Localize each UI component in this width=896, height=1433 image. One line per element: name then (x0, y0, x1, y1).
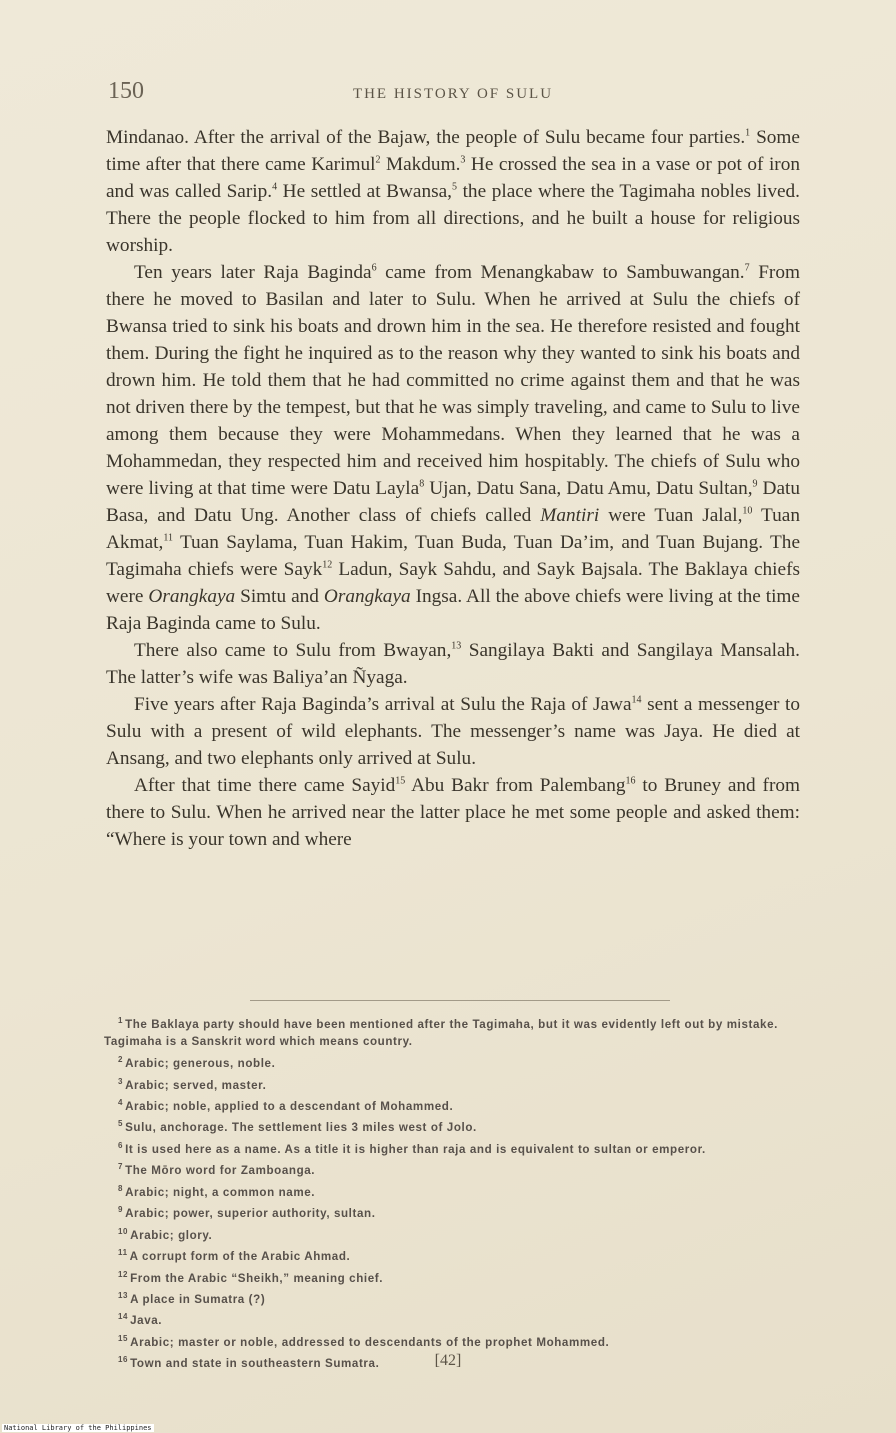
footnote-ref: 2 (375, 154, 381, 166)
footnote-ref: 10 (742, 505, 753, 517)
page-number: 150 (108, 78, 144, 104)
footnote-ref: 4 (272, 181, 278, 193)
paragraph-3: There also came to Sulu from Bwayan,$^{13}$ Sangilaya Bakti and Sangilaya Mansalah. The latter’s wife was Baliya’an Ñyaga. (106, 640, 800, 688)
footnote-ref: 3 (460, 154, 466, 166)
footnote: $^2$ Arabic; generous, noble. (118, 1055, 276, 1070)
footnote-ref: 15 (395, 775, 406, 787)
footnote: $^{15}$ Arabic; master or noble, addressed to descendants of the prophet Mohammed. (118, 1333, 610, 1349)
footnote: $^{14}$ Java. (118, 1312, 163, 1328)
footnote: $^7$ The Mōro word for Zamboanga. (118, 1162, 316, 1178)
italic-term: Orangkaya (148, 586, 236, 607)
footnote-ref: 11 (163, 532, 173, 544)
paragraph-1: Mindanao. After the arrival of the Bajaw, the people of Sulu became four parties.$^1$ Some time after that there came Karimul$^2$ Makdum.$^3$ He crossed the sea in a vase or pot of iron and was called Sarip.$^4$ He settled at Bwansa,$^5$ the place where the Tagimaha nobles lived. There the people flocked to him from all directions, and he built a house for religious worship. (106, 127, 801, 256)
footnote: $^1$ The Baklaya party should have been mentioned after the Tagimaha, but it was evidently left out by mistake. Tagimaha is a Sanskrit word which means country. (104, 1016, 778, 1049)
footnote: $^8$ Arabic; night, a common name. (118, 1183, 316, 1199)
footnote-ref: 14 (631, 694, 642, 706)
paragraph-5: After that time there came Sayid$^{15}$ Abu Bakr from Palembang$^{16}$ to Bruney and from there to Sulu. When he arrived near the latter place he met some people and asked them: “Where is your town and where (106, 775, 801, 850)
folio-number: [42] (434, 1352, 462, 1369)
italic-term: Mantiri (540, 505, 600, 526)
running-title: THE HISTORY OF SULU (352, 86, 554, 102)
library-credit: National Library of the Philippines (4, 1424, 152, 1432)
footnote: $^4$ Arabic; noble, applied to a descendant of Mohammed. (118, 1097, 454, 1113)
footnote: $^3$ Arabic; served, master. (118, 1076, 267, 1092)
footnote: $^{16}$ Town and state in southeastern Sumatra. (118, 1355, 380, 1371)
footnote: $^{10}$ Arabic; glory. (118, 1226, 213, 1242)
body-text (106, 124, 800, 853)
italic-term: Orangkaya (323, 586, 411, 607)
footnote-ref: 7 (744, 262, 750, 274)
footnote-ref: 13 (451, 640, 462, 652)
footnote: $^{12}$ From the Arabic “Sheikh,” meaning chief. (118, 1269, 384, 1285)
footnote-ref: 1 (745, 127, 751, 139)
footnote-ref: 6 (371, 262, 377, 274)
footnote-ref: 5 (452, 181, 457, 193)
footnote: $^{11}$ A corrupt form of the Arabic Ahmad. (118, 1248, 351, 1263)
paragraph-2: Ten years later Raja Baginda$^6$ came from Menangkabaw to Sambuwangan.$^7$ From there he moved to Basilan and later to Sulu. When he arrived at Sulu the chiefs of Bwansa tried to sink his boats and drown him in the sea. He therefore resisted and fought them. During the fight he inquired as to the reason why they wanted to sink his boats and drown him. He told them that he had committed no crime against them and that he was not driven there by the tempest, but that he was simply traveling, and came to Sulu to live among them because they were Mohammedans. When they learned that he was a Mohammedan, they respected him and received him hospitably. The chiefs of Sulu who were living at that time were Datu Layla$^8$ Ujan, Datu Sana, Datu Amu, Datu Sultan,$^9$ Datu Basa, and Datu Ung. Another class of chiefs called Mantiri were Tuan Jalal,$^{10}$ Tuan Akmat,$^{11}$ Tuan Saylama, Tuan Hakim, Tuan Buda, Tuan Da’im, and Tuan Bujang. The Tagimaha chiefs were Sayk$^{12}$ Ladun, Sayk Sahdu, and Sayk Bajsala. The Baklaya chiefs were Orangkaya Simtu and Orangkaya Ingsa. All the above chiefs were living at the time Raja Baginda came to Sulu. (106, 262, 801, 634)
footnote: $^9$ Arabic; power, superior authority, sultan. (118, 1205, 376, 1221)
footnote: $^{13}$ A place in Sumatra (?) (118, 1291, 266, 1306)
footnote-ref: 12 (322, 559, 333, 571)
footnotes (104, 1012, 796, 1373)
paragraph-4: Five years after Raja Baginda’s arrival at Sulu the Raja of Jawa$^{14}$ sent a messenger to Sulu with a present of wild elephants. The messenger’s name was Jaya. He died at Ansang, and two elephants only arrived at Sulu. (106, 694, 800, 769)
footnote: $^6$ It is used here as a name. As a title it is higher than raja and is equivalent to sultan or emperor. (118, 1140, 706, 1156)
footnote-ref: 8 (419, 478, 425, 490)
footnote-ref: 9 (752, 478, 758, 490)
page-header (108, 78, 798, 108)
footnote-divider (250, 1000, 670, 1001)
footnote: $^5$ Sulu, anchorage. The settlement lies 3 miles west of Jolo. (118, 1119, 477, 1135)
footnote-ref: 16 (625, 775, 636, 787)
